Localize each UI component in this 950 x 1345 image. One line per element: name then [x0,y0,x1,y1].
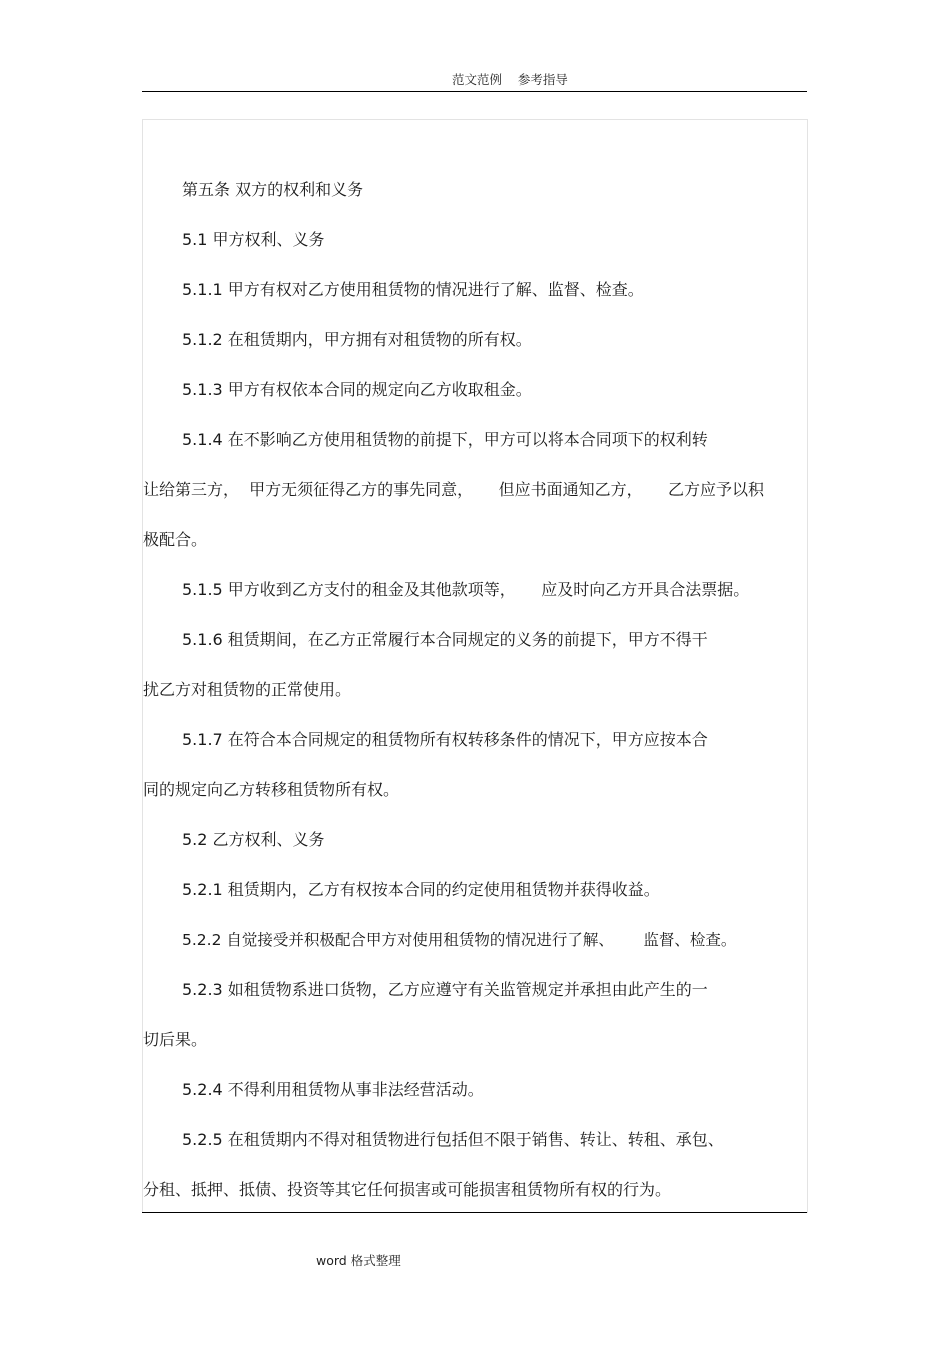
paragraph-line: 扰乙方对租赁物的正常使用。 [143,680,352,699]
paragraph-line: 5.1.7 在符合本合同规定的租赁物所有权转移条件的情况下，甲方应按本合 [182,730,708,749]
header-rule [142,91,807,92]
footer-rule [142,1212,807,1213]
paragraph-line: 5.1 甲方权利、义务 [182,230,325,249]
paragraph-line: 5.1.3 甲方有权依本合同的规定向乙方收取租金。 [182,380,532,399]
paragraph-line: 5.2.1 租赁期内，乙方有权按本合同的约定使用租赁物并获得收益。 [182,880,660,899]
paragraph-line: 切后果。 [143,1030,208,1049]
paragraph-line: 5.1.1 甲方有权对乙方使用租赁物的情况进行了解、监督、检查。 [182,280,644,299]
paragraph-line: 5.2.4 不得利用租赁物从事非法经营活动。 [182,1080,484,1099]
paragraph-line: 5.1.6 租赁期间，在乙方正常履行本合同规定的义务的前提下，甲方不得干 [182,630,708,649]
paragraph-line: 5.1.4 在不影响乙方使用租赁物的前提下，甲方可以将本合同项下的权利转 [182,430,708,449]
paragraph-line: 让给第三方， 甲方无须征得乙方的事先同意， 但应书面通知乙方， 乙方应予以积 [143,480,765,499]
paragraph-line: 5.1.5 甲方收到乙方支付的租金及其他款项等， 应及时向乙方开具合法票据。 [182,580,750,599]
header-text: 范文范例 参考指导 [452,72,568,87]
paragraph-line: 分租、抵押、抵债、投资等其它任何损害或可能损害租赁物所有权的行为。 [143,1180,672,1199]
paragraph-line: 5.2 乙方权利、义务 [182,830,325,849]
paragraph-line: 5.2.3 如租赁物系进口货物，乙方应遵守有关监管规定并承担由此产生的一 [182,980,708,999]
paragraph-line: 5.2.2 自觉接受并积极配合甲方对使用租赁物的情况进行了解、 监督、检查。 [182,931,737,949]
paragraph-line: 极配合。 [143,530,208,549]
article-heading: 第五条 双方的权利和义务 [182,180,364,199]
footer-text: word 格式整理 [316,1253,401,1268]
paragraph-line: 同的规定向乙方转移租赁物所有权。 [143,780,400,799]
paragraph-line: 5.2.5 在租赁期内不得对租赁物进行包括但不限于销售、转让、转租、承包、 [182,1130,724,1149]
paragraph-line: 5.1.2 在租赁期内，甲方拥有对租赁物的所有权。 [182,330,532,349]
